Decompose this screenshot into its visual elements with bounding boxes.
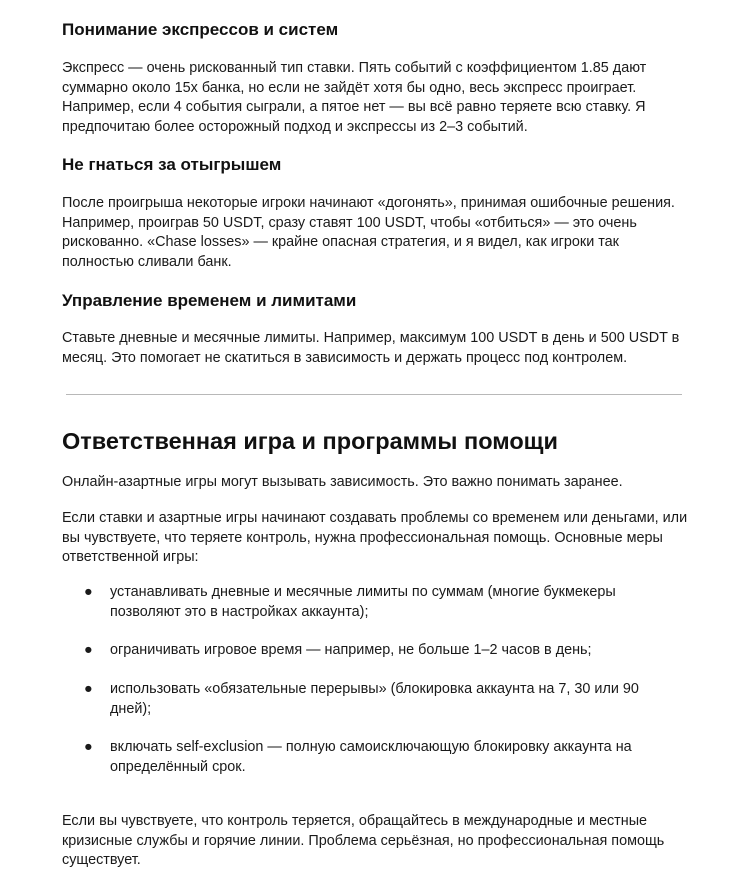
heading-responsible: Ответственная игра и программы помощи [62, 428, 558, 454]
list-item-text: использовать «обязательные перерывы» (блокировка аккаунта на 7, 30 или 90 дней); [110, 681, 639, 717]
list-item-text: включать self-exclusion — полную самоисключающую блокировку аккаунта на определённый срок. [110, 739, 632, 775]
bullet-icon: ● [84, 642, 93, 658]
paragraph-limits: Ставьте дневные и месячные лимиты. Например, максимум 100 USDT в день и 500 USDT в месяц. Это помогает не скатиться в зависимость и держать процесс под контролем. [62, 330, 680, 366]
heading-chase: Не гнаться за отыгрышем [62, 155, 282, 174]
heading-express: Понимание экспрессов и систем [62, 20, 339, 39]
paragraph-closing: Если вы чувствуете, что контроль теряется, обращайтесь в международные и местные кризисные службы и горячие линии. Проблема серьёзная, но профессиональная помощь существует. [62, 813, 665, 868]
section-divider [66, 394, 682, 395]
paragraph-responsible-intro: Онлайн-азартные игры могут вызывать зависимость. Это важно понимать заранее. [62, 474, 623, 490]
paragraph-express: Экспресс — очень рискованный тип ставки. Пять событий с коэффициентом 1.85 дают суммарно около 15x банка, но если не зайдёт хотя бы одно, весь экспресс проиграет. Например, если 4 события сыграли, а пятое нет — вы всё равно теряете всю ставку. Я предпочитаю более осторожный подход и экспрессы из 2–3 событий. [62, 60, 647, 135]
list-item-text: устанавливать дневные и месячные лимиты по суммам (многие букмекеры позволяют это в настройках аккаунта); [110, 584, 616, 620]
paragraph-chase: После проигрыша некоторые игроки начинают «догонять», принимая ошибочные решения. Например, проиграв 50 USDT, сразу ставят 100 USDT, чтобы «отбиться» — это очень рискованно. «Chase losses» — крайне опасная стратегия, и я видел, как игроки так полностью сливали банк. [62, 195, 675, 270]
bullet-icon: ● [84, 681, 93, 697]
heading-limits: Управление временем и лимитами [62, 291, 357, 310]
list-item-text: ограничивать игровое время — например, не больше 1–2 часов в день; [110, 642, 592, 658]
bullet-icon: ● [84, 739, 93, 755]
paragraph-responsible-text: Если ставки и азартные игры начинают создавать проблемы со временем или деньгами, или вы чувствуете, что теряете контроль, нужна профессиональная помощь. Основные меры ответственной игры: [62, 510, 688, 565]
bullet-icon: ● [84, 584, 93, 600]
